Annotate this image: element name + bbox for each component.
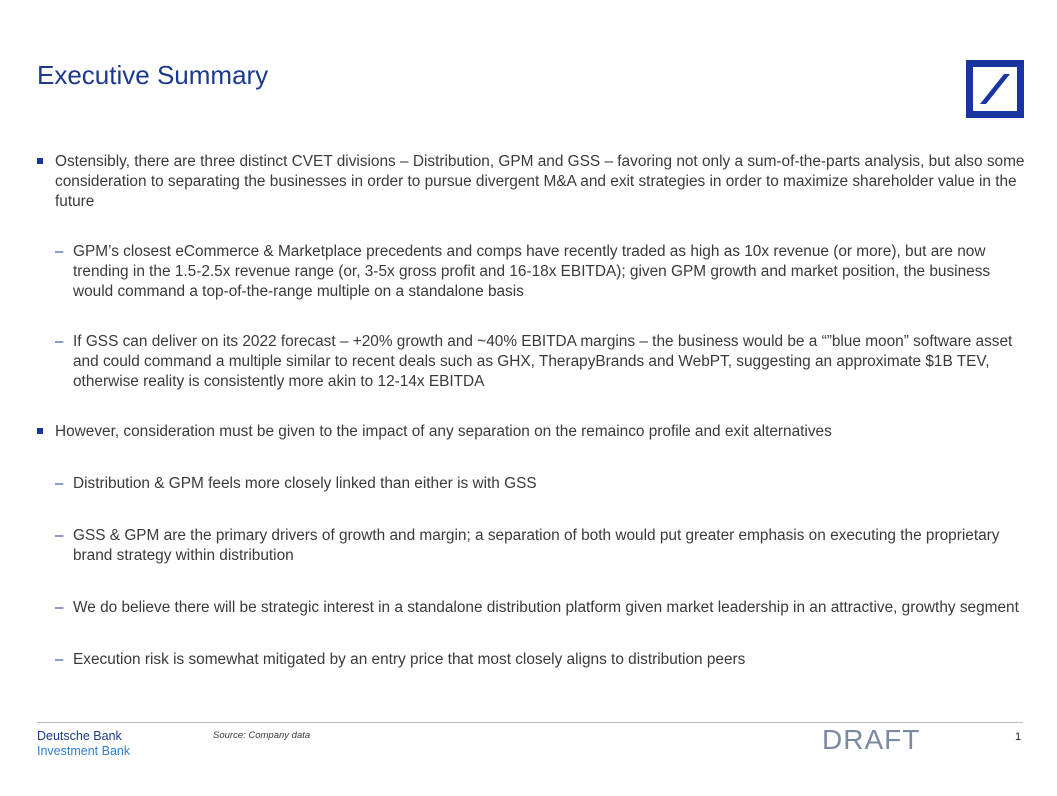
sub-bullet-text: Distribution & GPM feels more closely linked than either is with GSS (73, 475, 537, 492)
summary-content (37, 152, 1029, 670)
sub-bullet-item (37, 526, 1029, 566)
sub-bullet-text: GPM’s closest eCommerce & Marketplace precedents and comps have recently traded as high as 10x revenue (or more), but are now trending in the 1.5-2.5x revenue range (or, 3-5x gross profit and 16-18x EBITDA); given GPM growth and market position, the business would command a top-of-the-range multiple on a standalone basis (73, 243, 991, 300)
dash-bullet-icon: – (55, 333, 64, 350)
sub-bullet-item (37, 474, 1029, 494)
sub-bullet-item (37, 598, 1029, 618)
sub-bullet-text: If GSS can deliver on its 2022 forecast – +20% growth and ~40% EBITDA margins – the business would be a “”blue moon” software asset and could command a multiple similar to recent deals such as GHX, TherapyBrands and WebPT, suggesting an approximate $1B TEV, otherwise reality is consistently more akin to 12-14x EBITDA (73, 333, 1013, 390)
source-note: Source: Company data (213, 730, 311, 741)
draft-watermark: DRAFT (822, 724, 921, 755)
deutsche-bank-logo (966, 60, 1024, 118)
bullet-text: Ostensibly, there are three distinct CVET divisions – Distribution, GPM and GSS – favoring not only a sum-of-the-parts analysis, but also some consideration to separating the businesses in order to pursue divergent M&A and exit strategies in order to maximize shareholder value in the future (55, 153, 1025, 210)
square-bullet-icon (37, 428, 43, 434)
dash-bullet-icon: – (55, 527, 64, 544)
page-title: Executive Summary (37, 60, 269, 90)
dash-bullet-icon: – (55, 243, 64, 260)
square-bullet-icon (37, 158, 43, 164)
sub-bullet-text: We do believe there will be strategic interest in a standalone distribution platform given market leadership in an attractive, growthy segment (73, 599, 1019, 616)
bullet-text: However, consideration must be given to the impact of any separation on the remainco profile and exit alternatives (55, 423, 832, 440)
logo-slash-icon (966, 60, 1024, 118)
sub-bullet-item (37, 332, 1029, 392)
sub-bullet-item (37, 242, 1029, 302)
brand-division: Investment Bank (37, 744, 131, 758)
dash-bullet-icon: – (55, 599, 64, 616)
bullet-item (37, 152, 1029, 212)
dash-bullet-icon: – (55, 651, 64, 668)
sub-bullet-item (37, 650, 1029, 670)
footer-divider (37, 722, 1023, 723)
bullet-item (37, 422, 1029, 442)
sub-bullet-text: Execution risk is somewhat mitigated by an entry price that most closely aligns to distribution peers (73, 651, 746, 668)
page-number: 1 (1015, 731, 1022, 743)
sub-bullet-text: GSS & GPM are the primary drivers of growth and margin; a separation of both would put greater emphasis on executing the proprietary brand strategy within distribution (73, 527, 1000, 564)
footer-brand (37, 729, 130, 759)
dash-bullet-icon: – (55, 475, 64, 492)
brand-name: Deutsche Bank (37, 729, 122, 743)
